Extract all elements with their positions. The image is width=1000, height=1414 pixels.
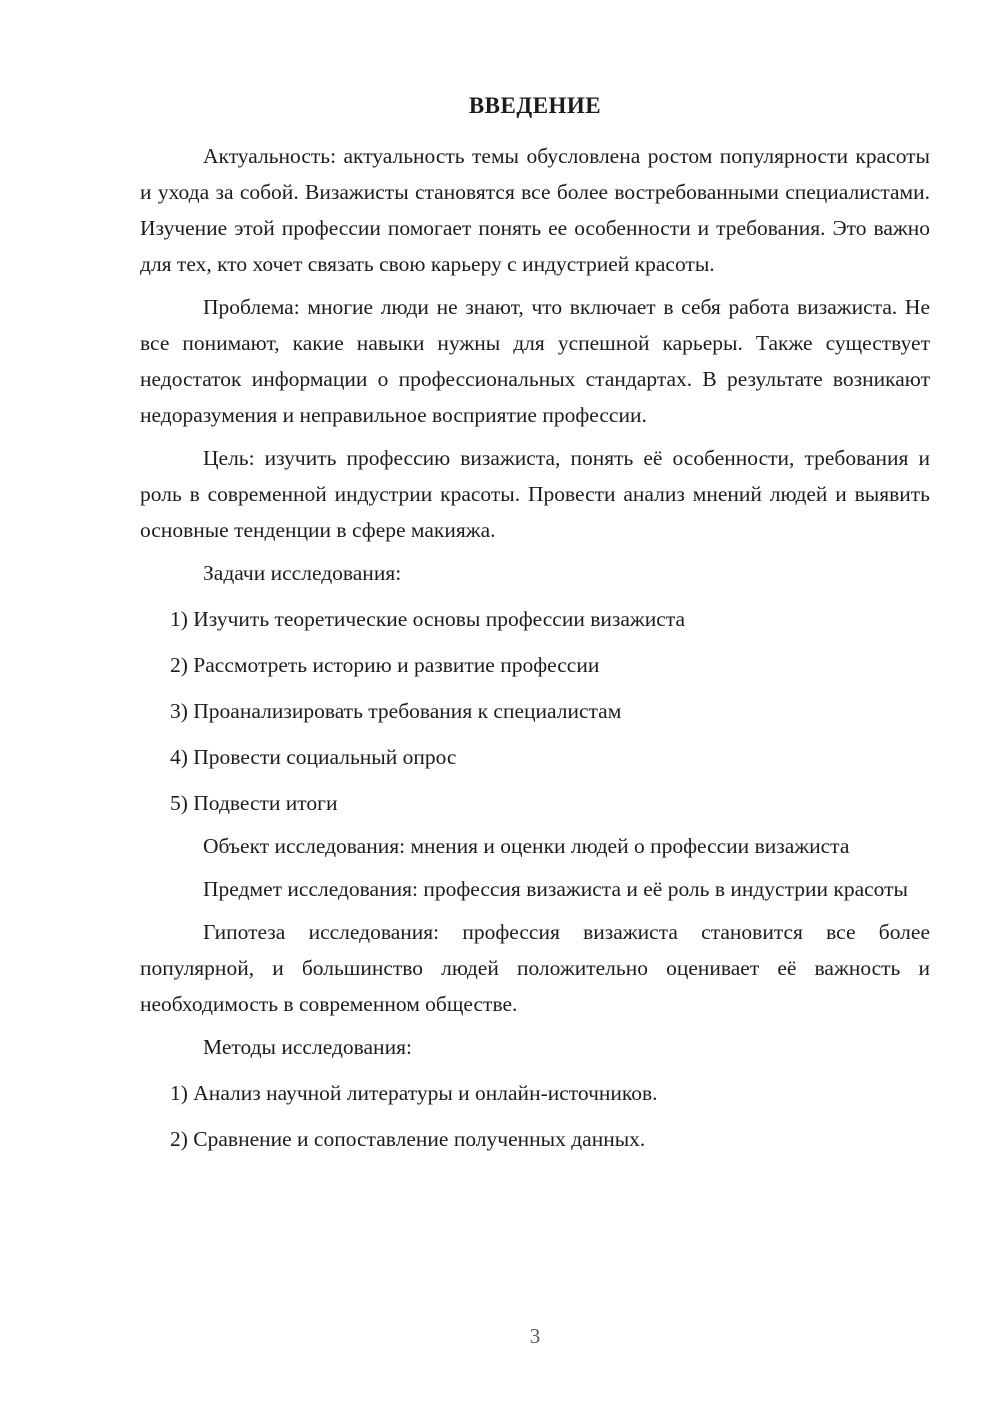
paragraph-hypothesis: Гипотеза исследования: профессия визажиста становится все более популярной, и большинство людей положительно оценивает её важность и необходимость в современном обществе. <box>140 920 930 1016</box>
paragraph-subject: Предмет исследования: профессия визажиста и её роль в индустрии красоты <box>203 877 908 901</box>
page-title: ВВЕДЕНИЕ <box>468 93 602 118</box>
task-item-3: 3) Проанализировать требования к специалистам <box>170 699 622 723</box>
task-item-5: 5) Подвести итоги <box>170 791 338 815</box>
method-item-2: 2) Сравнение и сопоставление полученных данных. <box>170 1127 646 1151</box>
task-item-2: 2) Рассмотреть историю и развитие профессии <box>170 653 600 677</box>
task-item-1: 1) Изучить теоретические основы профессии визажиста <box>170 607 686 631</box>
paragraph-problem: Проблема: многие люди не знают, что включает в себя работа визажиста. Не все понимают, какие навыки нужны для успешной карьеры. Также существует недостаток информации о профессиональных стандартах. В результате возникают недоразумения и неправильное восприятие профессии. <box>140 295 930 427</box>
text-block <box>140 88 930 1157</box>
tasks-heading: Задачи исследования: <box>203 561 402 585</box>
page-number: 3 <box>529 1324 541 1348</box>
paragraph-object: Объект исследования: мнения и оценки людей о профессии визажиста <box>203 834 850 858</box>
method-item-1: 1) Анализ научной литературы и онлайн-источников. <box>170 1081 658 1105</box>
paragraph-relevance: Актуальность: актуальность темы обусловлена ростом популярности красоты и ухода за собой. Визажисты становятся все более востребованными специалистами. Изучение этой профессии помогает понять ее особенности и требования. Это важно для тех, кто хочет связать свою карьеру с индустрией красоты. <box>140 144 930 276</box>
methods-heading: Методы исследования: <box>203 1035 412 1059</box>
paragraph-goal: Цель: изучить профессию визажиста, понять её особенности, требования и роль в современной индустрии красоты. Провести анализ мнений людей и выявить основные тенденции в сфере макияжа. <box>140 446 930 542</box>
task-item-4: 4) Провести социальный опрос <box>170 745 457 769</box>
